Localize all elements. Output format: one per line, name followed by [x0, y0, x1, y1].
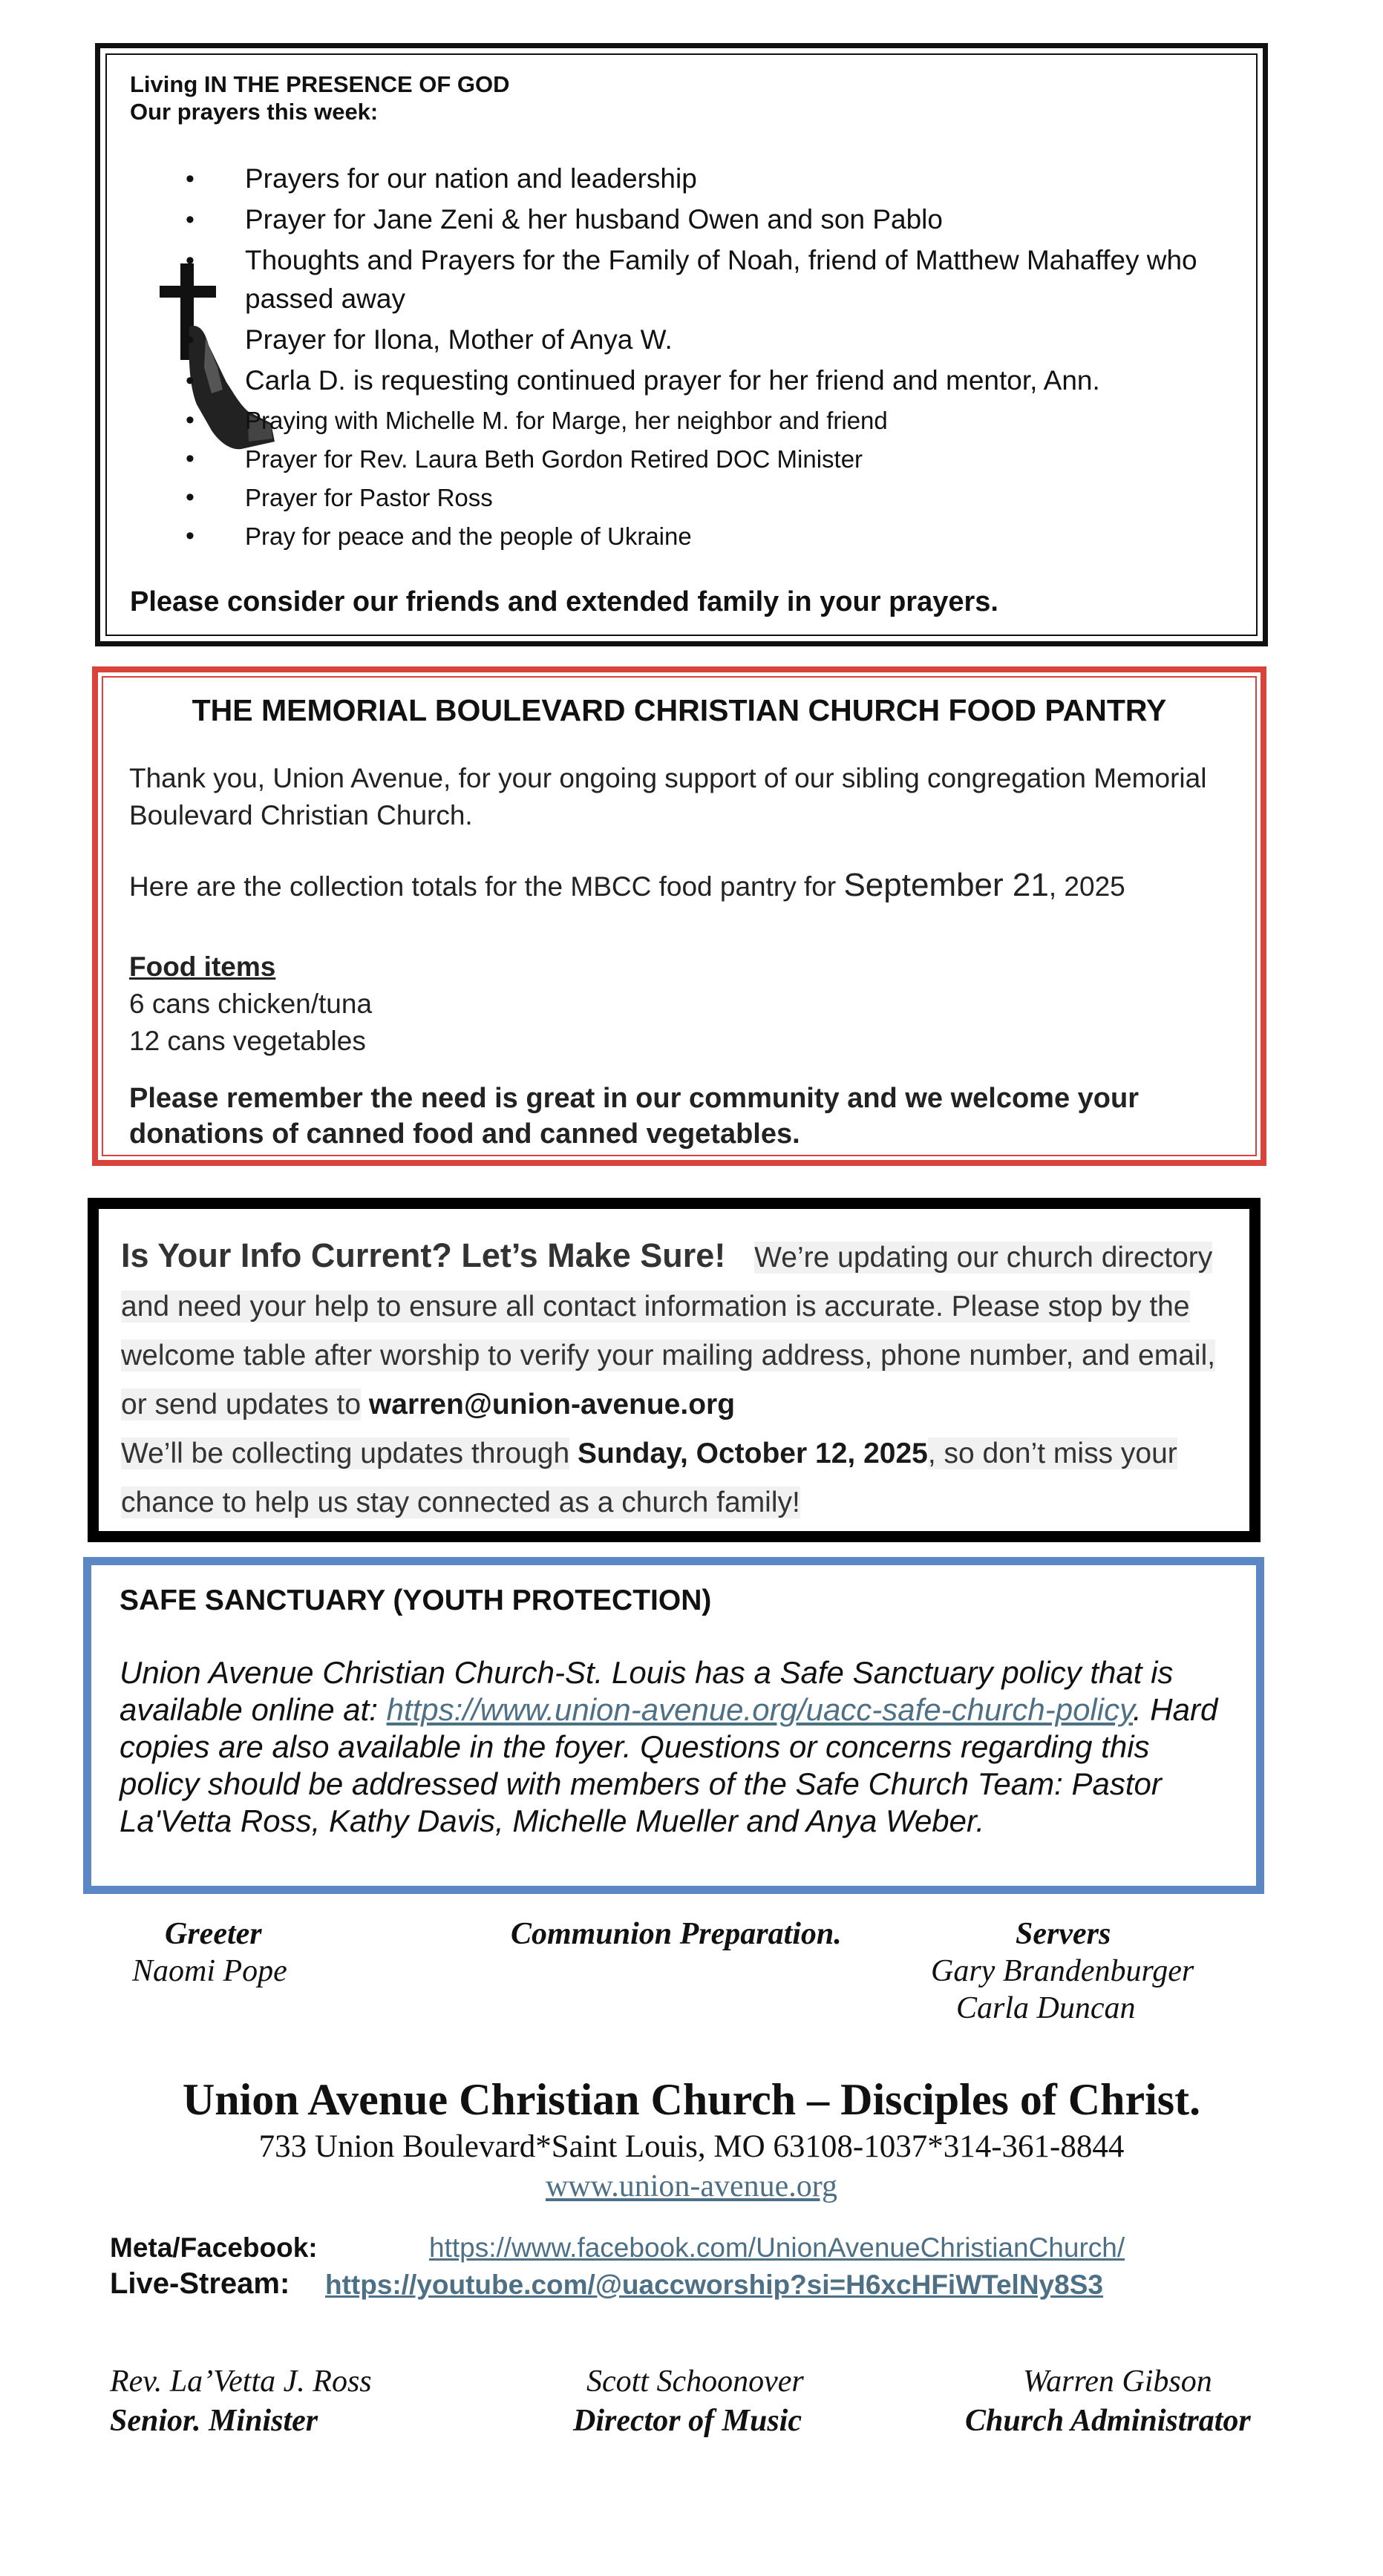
info-title: Is Your Info Current? Let’s Make Sure! [121, 1236, 726, 1274]
prayer-heading-line1: Living IN THE PRESENCE OF GOD [130, 71, 510, 97]
staff-title: Church Administrator [965, 2404, 1251, 2438]
servers-label: Servers [1016, 1917, 1111, 1951]
info-email: warren@union-avenue.org [368, 1389, 736, 1420]
pantry-title: THE MEMORIAL BOULEVARD CHRISTIAN CHURCH FOOD PANTRY [192, 693, 1167, 727]
food-items-block [129, 948, 1216, 1060]
list-item: • Thoughts and Prayers for the Family of Noah, friend of Matthew Mahaffey who passed away [100, 241, 1263, 318]
greeter-name: Naomi Pope [132, 1954, 287, 1988]
list-item: • Prayer for Pastor Ross [100, 479, 1263, 516]
pantry-totals-intro: Here are the collection totals for the MBCC food pantry for [129, 871, 837, 902]
facebook-label: Meta/Facebook: [110, 2232, 318, 2263]
safe-text-1: Union Avenue Christian Church-St. Louis has a Safe Sanctuary policy that is available online at: [120, 1655, 1174, 1727]
food-pantry-section [92, 666, 1266, 1166]
livestream-link[interactable]: https://youtube.com/@uaccworship?si=H6xcHFiWTelNy8S3 [325, 2269, 1103, 2300]
pantry-date: September 21 [843, 867, 1049, 903]
prayer-list [100, 160, 1263, 557]
safe-sanctuary-section [83, 1557, 1264, 1894]
list-item: • Carla D. is requesting continued prayer for her friend and mentor, Ann. [100, 361, 1263, 400]
pantry-date-year: , 2025 [1048, 871, 1125, 902]
info-text-2: We’ll be collecting updates through [121, 1438, 570, 1469]
safe-body [120, 1654, 1226, 1840]
list-item: • Pray for peace and the people of Ukraine [100, 518, 1263, 554]
safe-policy-link[interactable]: https://www.union-avenue.org/uacc-safe-church-policy [386, 1692, 1133, 1727]
info-deadline: Sunday, October 12, 2025 [578, 1438, 928, 1469]
pantry-thanks: Thank you, Union Avenue, for your ongoing support of our sibling congregation Memorial Boulevard Christian Church. [129, 763, 1207, 830]
server-name: Gary Brandenburger [931, 1954, 1194, 1988]
church-address: 733 Union Boulevard*Saint Louis, MO 63108-1037*314-361-8844 [258, 2129, 1125, 2164]
info-body [121, 1231, 1216, 1527]
info-text-3: , so don’t miss your chance to help us stay connected as a church family! [121, 1438, 1177, 1518]
staff-title: Director of Music [573, 2404, 802, 2438]
list-item: • Prayer for Rev. Laura Beth Gordon Retired DOC Minister [100, 441, 1263, 477]
greeter-label: Greeter [165, 1917, 262, 1951]
list-item: • Prayer for Ilona, Mother of Anya W. [100, 321, 1263, 359]
safe-title: SAFE SANCTUARY (YOUTH PROTECTION) [120, 1584, 712, 1616]
facebook-link[interactable]: https://www.facebook.com/UnionAvenueChristianChurch/ [429, 2232, 1125, 2263]
staff-name: Warren Gibson [1023, 2364, 1212, 2399]
prayer-heading-line2: Our prayers this week: [130, 99, 379, 125]
church-name: Union Avenue Christian Church – Disciples of Christ. [182, 2075, 1201, 2124]
info-text-1: We’re updating our church directory and need your help to ensure all contact information is accurate. Please stop by the welcome table after worship to verify your mailing address, phone number, and email, or send updates to [121, 1242, 1216, 1420]
church-website-link[interactable]: www.union-avenue.org [545, 2169, 838, 2203]
prayer-section [95, 43, 1268, 646]
prayer-closing: Please consider our friends and extended family in your prayers. [130, 586, 998, 617]
list-item: • Prayers for our nation and leadership [100, 160, 1263, 198]
list-item: • Praying with Michelle M. for Marge, her neighbor and friend [100, 402, 1263, 439]
info-current-section [88, 1198, 1261, 1542]
pantry-totals [129, 867, 1216, 905]
staff-name: Scott Schoonover [586, 2364, 804, 2399]
staff-title: Senior. Minister [110, 2404, 318, 2438]
server-name: Carla Duncan [956, 1991, 1136, 2025]
staff-name: Rev. La’Vetta J. Ross [110, 2364, 372, 2399]
livestream-label: Live-Stream: [110, 2267, 290, 2300]
food-item: 6 cans chicken/tuna [129, 989, 373, 1019]
communion-label: Communion Preparation. [511, 1917, 842, 1951]
list-item: • Prayer for Jane Zeni & her husband Owen and son Pablo [100, 200, 1263, 239]
safe-text-2: . Hard copies are also available in the foyer. Questions or concerns regarding this policy should be addressed with members of the Safe Church Team: Pastor La'Vetta Ross, Kathy Davis, Michelle Mueller and Anya Weber. [120, 1692, 1218, 1838]
prayer-heading [130, 71, 510, 125]
pantry-closing: Please remember the need is great in our community and we welcome your donations of canned food and canned vegetables. [129, 1083, 1139, 1150]
food-item: 12 cans vegetables [129, 1026, 366, 1056]
food-items-heading: Food items [129, 951, 276, 982]
